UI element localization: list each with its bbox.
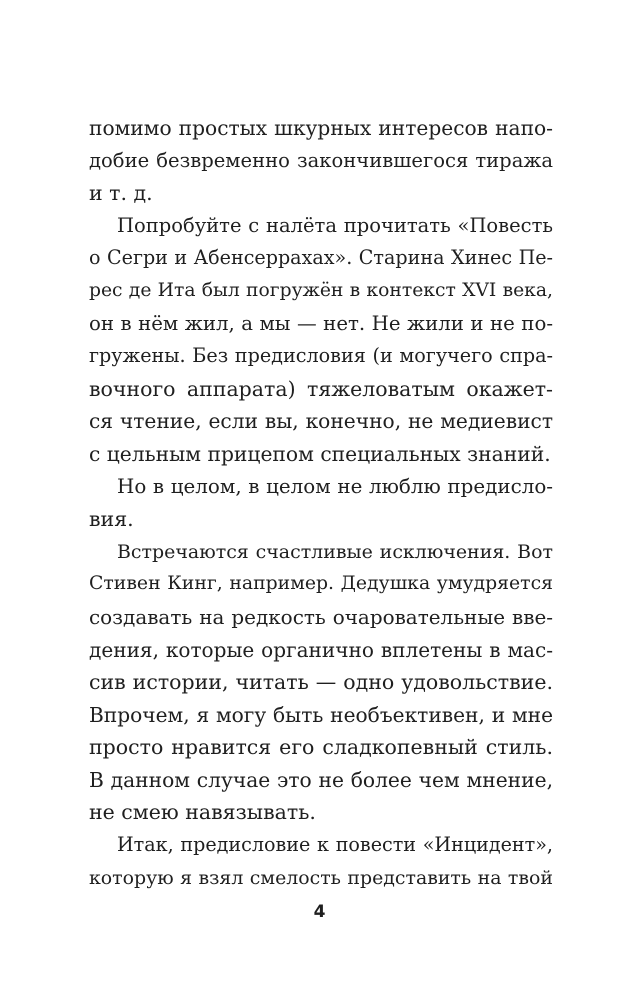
text-line: рес де Ита был погружён в контекст XVI века,	[89, 279, 553, 301]
text-line: которую я взял смелость представить на твой	[89, 866, 553, 889]
text-line: Но в целом, в целом не люблю предисло-	[117, 474, 553, 498]
text-line: сив истории, читать — одно удовольствие.	[89, 670, 553, 695]
text-line: вия.	[89, 507, 134, 532]
text-line: Попробуйте с налёта прочитать «Повесть	[117, 213, 553, 237]
text-line: Впрочем, я могу быть необъективен, и мне	[89, 702, 553, 727]
text-line: Стивен Кинг, например. Дедушка умудряется	[89, 573, 553, 595]
text-line: вочного аппарата) тяжеловатым окажет-	[89, 376, 553, 401]
text-line: не смею навязывать.	[89, 800, 316, 825]
page-number: 4	[313, 902, 326, 922]
text-line: Итак, предисловие к повести «Инцидент»,	[117, 833, 553, 857]
text-line: с цельным прицепом специальных знаний.	[89, 441, 551, 466]
text-line: просто нравится его сладкопевный стиль.	[89, 735, 553, 760]
text-line: он в нём жил, а мы — нет. Не жили и не по-	[89, 311, 553, 335]
text-line: помимо простых шкурных интересов напо-	[89, 116, 553, 140]
text-line: и т. д.	[89, 181, 153, 206]
text-line: ся чтение, если вы, конечно, не медиевист	[89, 409, 553, 434]
text-line: добие безвременно закончившегося тиража	[89, 148, 553, 172]
text-line: В данном случае это не более чем мнение,	[89, 767, 553, 792]
text-line: Встречаются счастливые исключения. Вот	[117, 540, 553, 563]
body-text	[89, 112, 553, 894]
text-line: гружены. Без предисловия (и могучего спра-	[89, 344, 553, 368]
text-line: создавать на редкость очаровательные вве-	[89, 604, 553, 629]
text-line: о Сегри и Абенсеррахах». Старина Хинес Пе-	[89, 246, 553, 270]
text-line: дения, которые органично вплетены в мас-	[89, 637, 553, 662]
